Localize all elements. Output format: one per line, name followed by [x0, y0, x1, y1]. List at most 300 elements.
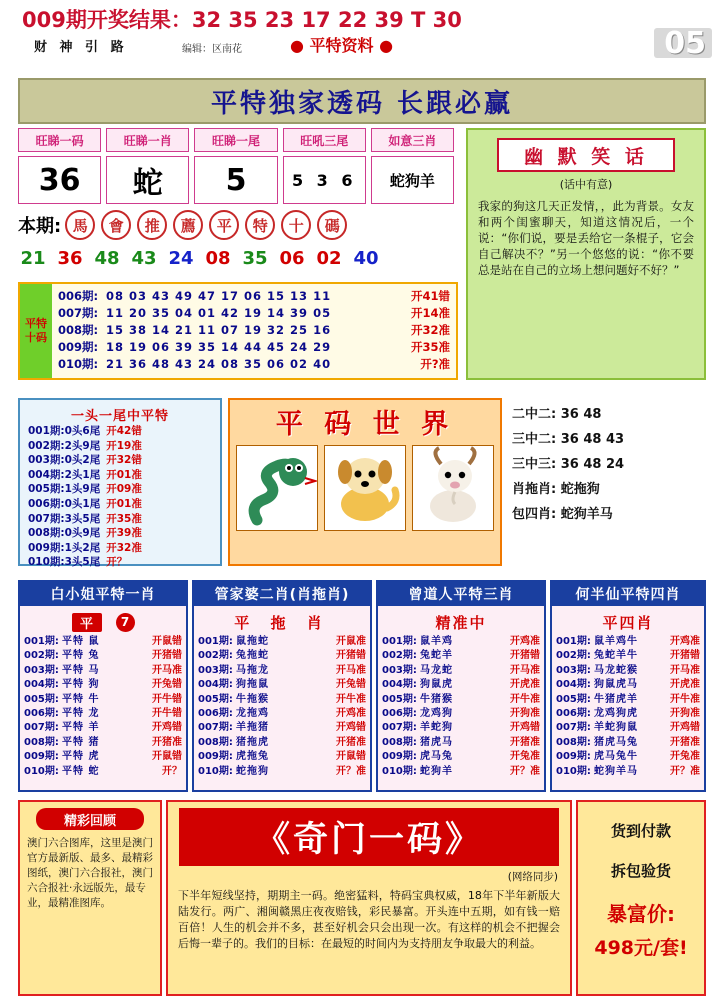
- table-row: [58, 356, 452, 373]
- joke-subtitle: (话中有意): [559, 178, 613, 191]
- row-result: 开猪准: [152, 736, 182, 748]
- row-result: 开兔准: [510, 751, 540, 763]
- payment-panel: [576, 800, 706, 996]
- prediction-cards: [18, 128, 454, 204]
- pingma-world-panel: [228, 398, 502, 566]
- history-table-side-label: 平特十码: [20, 284, 52, 378]
- row-result: 开鼠错: [152, 751, 182, 763]
- row-pick: 兔蛇羊牛: [594, 650, 638, 662]
- sub-text: 平 拖 肖: [234, 613, 330, 632]
- prediction-card-headers: [18, 128, 454, 152]
- row-result: 开牛错: [152, 693, 182, 705]
- number-ball: 24: [168, 247, 194, 269]
- row-period: 005期:: [382, 693, 417, 705]
- row-pick: 鼠拖蛇: [236, 636, 269, 647]
- item-text: 010期:3头5尾: [28, 556, 101, 569]
- row-result: 开猪准: [670, 736, 700, 748]
- number-ball: 43: [131, 247, 157, 269]
- row-period: 008期:: [24, 736, 59, 748]
- row-period: 001期:: [556, 636, 591, 647]
- card-value: 蛇狗羊: [371, 156, 454, 204]
- row-result: 开虎准: [670, 679, 700, 691]
- period-char: 碼: [317, 210, 347, 240]
- table-row: [24, 765, 182, 779]
- row-period: 004期:: [556, 679, 591, 691]
- ten-code-numbers: [18, 242, 454, 274]
- row-pick: 虎马兔牛: [594, 751, 638, 763]
- qimen-body-text: 下半年短线坚持，期期主一码。绝密猛料，特码宝典权威，18年下半年新版大陆发行。两广、湘闽赣黑庄夜夜赔钱，彩民暴富。开头连中五期，如有钱一赔百倍！人生的机会并不多，甚至好机会只会出现一次。有这样的机会不把握会后悔一辈子的。我们的目标：在最短的时间内为支持朋友争取最大的利益。: [178, 889, 560, 950]
- card-header: 旺睇一尾: [194, 128, 277, 152]
- row-period: 006期:: [556, 708, 591, 720]
- table-row: [198, 693, 366, 707]
- table-row: [24, 693, 182, 707]
- row-pick: 平特 兔: [62, 650, 100, 662]
- publisher-subtitle: 财 神 引 路: [34, 40, 128, 55]
- row-result: 开牛错: [152, 708, 182, 720]
- row-pick: 猪拖虎: [236, 736, 269, 748]
- row-pick: 蛇狗羊马: [594, 765, 638, 777]
- table-row: [198, 721, 366, 735]
- row-pick: 鼠羊鸡牛: [594, 636, 638, 647]
- row-pick: 羊拖猪: [236, 722, 269, 734]
- row-period: 009期:: [198, 751, 233, 763]
- table-row: [58, 322, 452, 339]
- review-text: 澳门六合图库，这里是澳门官方最新版、最多、最精彩图纸，澳门六合报社，澳门六合报社·永远版先，最专业，最精准图库。: [27, 837, 153, 909]
- item-result: 开32准: [106, 541, 142, 554]
- qimen-subtitle: (网络同步): [507, 871, 558, 883]
- table-row: [198, 707, 366, 721]
- ten-code-history-table: [18, 282, 458, 380]
- card-value: 5: [194, 156, 277, 204]
- row-period: 003期:: [382, 664, 417, 676]
- table-row: [382, 707, 540, 721]
- row-period: 004期:: [382, 679, 417, 691]
- period-char: 會: [101, 210, 131, 240]
- row-pick: 牛猪虎羊: [594, 693, 638, 705]
- row-result: 开鼠错: [336, 751, 366, 763]
- number-ball: 08: [205, 247, 231, 269]
- row-period: 004期:: [24, 679, 59, 691]
- item-result: 开42错: [106, 425, 142, 437]
- row-pick: 龙拖鸡: [236, 708, 269, 720]
- row-pick: 鼠羊鸡: [420, 636, 453, 647]
- payment-line2: 拆包验货: [610, 862, 671, 880]
- sub-text: 精准中: [435, 613, 487, 632]
- row-period: 001期:: [382, 636, 417, 647]
- mascot-images: [230, 445, 500, 531]
- row-pick: 蛇拖狗: [236, 765, 269, 777]
- table-row: [24, 750, 182, 764]
- review-title: 精彩回顾: [36, 808, 144, 830]
- snake-illustration: [236, 445, 318, 531]
- price-value: 498元/套!: [594, 937, 688, 959]
- row-result: 开32准: [410, 323, 450, 337]
- main-banner-text: 平特独家透码 长跟必赢: [210, 88, 514, 119]
- row-period: 002期:: [556, 650, 591, 662]
- row-result: 开鼠准: [336, 636, 366, 647]
- row-result: 开鸡错: [336, 722, 366, 734]
- card-header: 旺吼三尾: [283, 128, 366, 152]
- row-pick: 羊蛇狗: [420, 722, 453, 734]
- snake-icon: [237, 446, 317, 530]
- row-pick: 平特 羊: [62, 722, 100, 734]
- item-text: 003期:0头2尾: [28, 454, 101, 467]
- period-char: 十: [281, 210, 311, 240]
- row-period: 009期:: [24, 751, 59, 763]
- card-header: 旺睇一码: [18, 128, 101, 152]
- row-result: 开牛准: [670, 693, 700, 705]
- list-item: [20, 453, 220, 468]
- row-result: 开？准: [670, 765, 700, 777]
- row-period: 002期:: [382, 650, 417, 662]
- item-result: 开39准: [106, 527, 142, 540]
- row-result: 开猪错: [510, 650, 540, 662]
- qimen-ad-panel: [166, 800, 572, 996]
- main-banner: [18, 78, 706, 124]
- table-row: [198, 664, 366, 678]
- table-row: [556, 750, 700, 764]
- qimen-banner: [179, 808, 559, 866]
- row-result: 开鼠错: [152, 636, 182, 647]
- table-row: [382, 693, 540, 707]
- row-pick: 平特 虎: [62, 751, 100, 763]
- table-row: [382, 635, 540, 649]
- item-text: 004期:2头1尾: [28, 468, 101, 481]
- row-pick: 马龙蛇: [420, 664, 453, 676]
- row-pick: 平特 猪: [62, 736, 100, 748]
- row-result: 开鸡准: [670, 636, 700, 647]
- row-period: 007期:: [556, 722, 591, 734]
- row-pick: 狗鼠虎马: [594, 679, 638, 691]
- price-label: 暴富价:: [607, 902, 675, 926]
- row-result: 开猪准: [336, 736, 366, 748]
- column-subheader: [382, 609, 540, 635]
- row-result: 开？准: [336, 765, 366, 777]
- combo-line: 二中二: 36 48: [512, 407, 602, 422]
- row-result: 开猪错: [670, 650, 700, 662]
- table-row: [556, 678, 700, 692]
- table-row: [556, 736, 700, 750]
- row-result: 开狗准: [670, 708, 700, 720]
- combo-line: 肖拖肖: 蛇拖狗: [512, 482, 600, 497]
- row-pick: 虎拖兔: [236, 751, 269, 763]
- row-period: 006期:: [198, 708, 233, 720]
- row-pick: 兔拖蛇: [236, 650, 269, 662]
- row-period: 009期:: [58, 340, 99, 354]
- column-body: [194, 606, 370, 782]
- row-period: 010期:: [198, 765, 233, 777]
- item-result: 开32错: [106, 454, 142, 467]
- row-period: 006期:: [24, 708, 59, 720]
- row-period: 006期:: [382, 708, 417, 720]
- column-title: 白小姐平特一肖: [20, 582, 186, 606]
- row-pick: 猪虎马兔: [594, 736, 638, 748]
- card-value: 蛇: [106, 156, 189, 204]
- row-period: 008期:: [382, 736, 417, 748]
- list-item: [20, 439, 220, 454]
- table-row: [382, 649, 540, 663]
- row-result: 开鸡错: [670, 722, 700, 734]
- table-row: [556, 635, 700, 649]
- row-result: 开马准: [336, 664, 366, 676]
- number-ball: 48: [94, 247, 120, 269]
- row-period: 010期:: [556, 765, 591, 777]
- row-result: 开14准: [410, 306, 450, 320]
- sub-pill: 平: [72, 613, 102, 632]
- item-result: 开01准: [106, 468, 142, 481]
- row-pick: 马龙蛇猴: [594, 664, 638, 676]
- row-period: 008期:: [58, 323, 99, 337]
- row-period: 009期:: [382, 751, 417, 763]
- row-pick: 马拖龙: [236, 664, 269, 676]
- row-period: 001期:: [24, 636, 59, 647]
- row-period: 004期:: [198, 679, 233, 691]
- item-result: 开01准: [106, 497, 142, 510]
- row-numbers: 15 38 14 21 11 07 19 32 25 16: [106, 323, 332, 337]
- item-result: 开？: [106, 556, 128, 569]
- row-result: 开鸡错: [510, 722, 540, 734]
- combo-line: 包四肖: 蛇狗羊马: [512, 507, 613, 522]
- item-text: 002期:2头9尾: [28, 439, 101, 452]
- item-text: 009期:1头2尾: [28, 541, 101, 554]
- dog-icon: [325, 446, 405, 530]
- column-subheader: [556, 609, 700, 635]
- row-pick: 牛拖猴: [236, 693, 269, 705]
- head-tail-panel: [18, 398, 222, 569]
- row-period: 003期:: [24, 664, 59, 676]
- row-period: 005期:: [24, 693, 59, 705]
- row-numbers: 11 20 35 04 01 42 19 14 39 05: [106, 306, 332, 320]
- table-row: [556, 649, 700, 663]
- table-row: [556, 707, 700, 721]
- list-item: [20, 468, 220, 483]
- row-result: 开狗准: [510, 708, 540, 720]
- row-result: 开虎准: [510, 679, 540, 691]
- row-result: 开兔错: [152, 679, 182, 691]
- table-row: [198, 649, 366, 663]
- row-result: 开兔错: [336, 679, 366, 691]
- row-result: 开？: [162, 765, 182, 777]
- row-period: 008期:: [198, 736, 233, 748]
- row-result: 开牛准: [510, 693, 540, 705]
- row-period: 010期:: [58, 357, 99, 371]
- current-period-label: 本期:: [18, 216, 62, 237]
- card-value: 5 3 6: [283, 156, 366, 204]
- prediction-card-values: [18, 156, 454, 204]
- card-header: 如意三肖: [371, 128, 454, 152]
- list-item: [20, 497, 220, 512]
- column-subheader: [24, 609, 182, 635]
- list-item: [20, 555, 220, 570]
- period-char: 特: [245, 210, 275, 240]
- table-row: [24, 707, 182, 721]
- period-char: 馬: [65, 210, 95, 240]
- row-pick: 猪虎马: [420, 736, 453, 748]
- table-row: [382, 664, 540, 678]
- list-item: [20, 541, 220, 556]
- row-result: 开41错: [410, 289, 450, 303]
- row-period: 002期:: [198, 650, 233, 662]
- list-item: [20, 526, 220, 541]
- row-pick: 牛猪猴: [420, 693, 453, 705]
- row-pick: 狗鼠虎: [420, 679, 453, 691]
- column-body: [552, 606, 704, 782]
- row-numbers: 18 19 06 39 35 14 44 45 24 29: [106, 340, 332, 354]
- row-result: 开鸡准: [510, 636, 540, 647]
- row-result: 开鸡准: [336, 708, 366, 720]
- row-pick: 平特 鼠: [62, 636, 100, 647]
- row-result: 开马准: [152, 664, 182, 676]
- row-period: 003期:: [556, 664, 591, 676]
- row-numbers: 21 36 48 43 24 08 35 06 02 40: [106, 357, 332, 371]
- payment-line1: 货到付款: [610, 822, 671, 840]
- joke-title: 幽 默 笑 话: [497, 138, 675, 172]
- item-text: 005期:1头9尾: [28, 483, 101, 496]
- table-row: [198, 678, 366, 692]
- goat-illustration: [412, 445, 494, 531]
- row-period: 003期:: [198, 664, 233, 676]
- number-ball: 06: [279, 247, 305, 269]
- table-row: [382, 750, 540, 764]
- row-period: 001期:: [198, 636, 233, 647]
- table-row: [556, 664, 700, 678]
- list-item: [20, 424, 220, 439]
- list-item: [20, 482, 220, 497]
- row-pick: 平特 马: [62, 664, 100, 676]
- table-row: [198, 765, 366, 779]
- row-pick: 狗拖鼠: [236, 679, 269, 691]
- row-period: 008期:: [556, 736, 591, 748]
- item-result: 开35准: [106, 512, 142, 525]
- goat-icon: [413, 446, 493, 530]
- row-pick: 蛇狗羊: [420, 765, 453, 777]
- row-pick: 平特 龙: [62, 708, 100, 720]
- row-result: 开兔准: [670, 751, 700, 763]
- row-period: 007期:: [58, 306, 99, 320]
- table-row: [198, 635, 366, 649]
- table-row: [24, 664, 182, 678]
- row-result: 开牛准: [336, 693, 366, 705]
- history-table-body: [52, 284, 456, 378]
- row-period: 010期:: [382, 765, 417, 777]
- table-row: [58, 339, 452, 356]
- column-title: 管家婆二肖(肖拖肖): [194, 582, 370, 606]
- row-pick: 羊蛇狗鼠: [594, 722, 638, 734]
- list-item: [20, 512, 220, 527]
- table-row: [58, 288, 452, 305]
- table-row: [24, 678, 182, 692]
- editor-label: 编辑：区南花: [182, 44, 242, 55]
- table-row: [556, 765, 700, 779]
- table-row: [58, 305, 452, 322]
- table-row: [382, 721, 540, 735]
- row-period: 007期:: [24, 722, 59, 734]
- row-result: 开马准: [510, 664, 540, 676]
- row-period: 006期:: [58, 289, 99, 303]
- combo-picks-panel: [508, 398, 702, 562]
- row-result: 开猪错: [336, 650, 366, 662]
- table-row: [382, 736, 540, 750]
- item-text: 007期:3头5尾: [28, 512, 101, 525]
- row-result: 开猪准: [510, 736, 540, 748]
- period-char: 薦: [173, 210, 203, 240]
- review-panel: [18, 800, 162, 996]
- sub-circle: 7: [116, 613, 135, 632]
- combo-line: 三中三: 36 48 24: [512, 457, 625, 472]
- column-zengdaoren: [376, 580, 546, 792]
- number-ball: 35: [242, 247, 268, 269]
- item-text: 001期:0头6尾: [28, 425, 101, 437]
- page-number: 05: [664, 26, 706, 61]
- row-pick: 龙鸡狗虎: [594, 708, 638, 720]
- row-period: 002期:: [24, 650, 59, 662]
- item-result: 开09准: [106, 483, 142, 496]
- table-row: [382, 678, 540, 692]
- table-row: [24, 635, 182, 649]
- row-result: 开鸡错: [152, 722, 182, 734]
- joke-panel: [466, 128, 706, 380]
- row-result: 开?准: [420, 357, 450, 371]
- row-pick: 平特 牛: [62, 693, 100, 705]
- head-tail-title: 一头一尾中平特: [70, 409, 169, 424]
- row-pick: 兔蛇羊: [420, 650, 453, 662]
- column-title: 何半仙平特四肖: [552, 582, 704, 606]
- row-pick: 平特 蛇: [62, 765, 100, 777]
- row-pick: 虎马兔: [420, 751, 453, 763]
- number-ball: 21: [20, 247, 46, 269]
- pingma-world-title: 平 码 世 界: [275, 409, 455, 440]
- item-text: 008期:0头9尾: [28, 527, 101, 540]
- number-ball: 02: [316, 247, 342, 269]
- column-body: [20, 606, 186, 782]
- dog-illustration: [324, 445, 406, 531]
- row-period: 009期:: [556, 751, 591, 763]
- row-period: 007期:: [382, 722, 417, 734]
- period-char: 平: [209, 210, 239, 240]
- item-text: 006期:0头1尾: [28, 497, 101, 510]
- row-period: 005期:: [198, 693, 233, 705]
- joke-body-text: 我家的狗这几天正发情，，此为背景。女友和两个闺蜜聊天，知道这情况后，一个说：“你们说，要是丢给它一条棍子，它会自己解决不？”另一个悠悠的说：“你不要总是站在自己的立场上想问题好不好？”: [478, 199, 694, 277]
- qimen-banner-text: 《奇门一码》: [254, 820, 483, 860]
- row-period: 007期:: [198, 722, 233, 734]
- row-pick: 平特 狗: [62, 679, 100, 691]
- row-numbers: 08 03 43 49 47 17 06 15 13 11: [106, 289, 332, 303]
- column-baixiaojie: [18, 580, 188, 792]
- row-result: 开马准: [670, 664, 700, 676]
- number-ball: 36: [57, 247, 83, 269]
- table-row: [556, 693, 700, 707]
- row-period: 010期:: [24, 765, 59, 777]
- column-body: [378, 606, 544, 782]
- draw-result-title: 009期开奖结果：32 35 23 17 22 39 T 30: [22, 8, 462, 32]
- row-result: 开？准: [510, 765, 540, 777]
- table-row: [24, 721, 182, 735]
- number-ball: 40: [353, 247, 379, 269]
- column-hebanxian: [550, 580, 706, 792]
- table-row: [382, 765, 540, 779]
- table-row: [198, 736, 366, 750]
- card-value: 36: [18, 156, 101, 204]
- row-pick: 龙鸡狗: [420, 708, 453, 720]
- page-header: [0, 0, 720, 62]
- column-title: 曾道人平特三肖: [378, 582, 544, 606]
- period-char: 推: [137, 210, 167, 240]
- column-subheader: [198, 609, 366, 635]
- item-result: 开19准: [106, 439, 142, 452]
- table-row: [556, 721, 700, 735]
- row-result: 开35准: [410, 340, 450, 354]
- table-row: [24, 649, 182, 663]
